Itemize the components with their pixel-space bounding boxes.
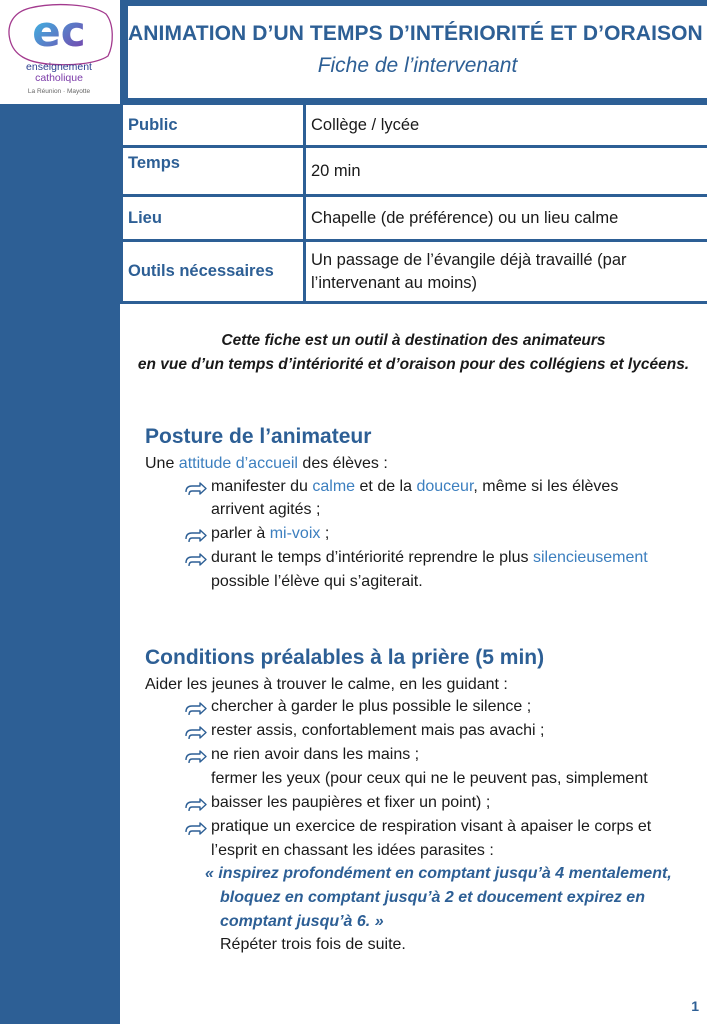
logo-mark: ec bbox=[32, 7, 86, 56]
row-label-outils: Outils nécessaires bbox=[122, 241, 305, 303]
row-value-outils-line-2: l’intervenant au moins) bbox=[311, 273, 477, 292]
arrow-right-icon bbox=[184, 797, 208, 813]
arrow-right-icon bbox=[184, 749, 208, 765]
conditions-item-3: ne rien avoir dans les mains ; bbox=[211, 746, 420, 763]
header-box bbox=[128, 6, 707, 98]
table-row bbox=[122, 147, 707, 196]
arrow-right-icon bbox=[184, 481, 208, 497]
posture-item-1-line-2: arrivent agités ; bbox=[211, 501, 321, 518]
conditions-item-5: pratique un exercice de respiration visant à apaiser le corps et bbox=[211, 818, 652, 835]
row-value-lieu: Chapelle (de préférence) ou un lieu calme bbox=[305, 196, 707, 241]
repeat-instruction: Répéter trois fois de suite. bbox=[220, 936, 406, 953]
highlight-text: attitude d’accueil bbox=[178, 455, 298, 472]
row-label-temps: Temps bbox=[122, 147, 305, 196]
info-table bbox=[120, 102, 707, 304]
arrow-right-icon bbox=[184, 821, 208, 837]
page-number: 1 bbox=[691, 998, 699, 1014]
row-value-public: Collège / lycée bbox=[305, 104, 707, 147]
logo-emblem bbox=[0, 0, 120, 104]
conditions-item-1: chercher à garder le plus possible le silence ; bbox=[211, 698, 532, 715]
row-value-outils bbox=[305, 241, 707, 303]
row-label-lieu: Lieu bbox=[122, 196, 305, 241]
posture-item-1: manifester du calme et de la douceur, même si les élèves bbox=[211, 478, 619, 495]
posture-item-3: durant le temps d’intériorité reprendre le plus silencieusement bbox=[211, 549, 648, 566]
breathing-quote-line-1: « inspirez profondément en comptant jusqu’à 4 mentalement, bbox=[205, 865, 672, 882]
posture-heading: Posture de l’animateur bbox=[145, 425, 372, 448]
logo-line-3: La Réunion · Mayotte bbox=[27, 88, 91, 95]
conditions-item-4-line-2: baisser les paupières et fixer un point) ; bbox=[211, 794, 491, 811]
arrow-right-icon bbox=[184, 725, 208, 741]
left-sidebar-band bbox=[0, 104, 120, 1024]
intro-line-1: Cette fiche est un outil à destination des animateurs bbox=[221, 332, 606, 349]
conditions-item-4: fermer les yeux (pour ceux qui ne le peuvent pas, simplement bbox=[211, 770, 648, 787]
conditions-lead: Aider les jeunes à trouver le calme, en les guidant : bbox=[145, 676, 508, 693]
arrow-right-icon bbox=[184, 701, 208, 717]
row-value-outils-line-1: Un passage de l’évangile déjà travaillé (par bbox=[311, 250, 627, 269]
logo-line-1: enseignement bbox=[26, 61, 92, 73]
conditions-heading: Conditions préalables à la prière (5 min) bbox=[145, 646, 545, 669]
breathing-quote-line-2: bloquez en comptant jusqu’à 2 et doucement expirez en bbox=[220, 889, 645, 906]
page-subtitle: Fiche de l’intervenant bbox=[317, 54, 518, 77]
posture-lead: Une attitude d’accueil des élèves : bbox=[145, 455, 388, 472]
logo-line-2: catholique bbox=[35, 72, 83, 84]
arrow-right-icon bbox=[184, 552, 208, 568]
conditions-item-2: rester assis, confortablement mais pas avachi ; bbox=[211, 722, 545, 739]
intro-line-2: en vue d’un temps d’intériorité et d’oraison pour des collégiens et lycéens. bbox=[137, 356, 690, 373]
arrow-right-icon bbox=[184, 528, 208, 544]
posture-item-3-line-2: possible l’élève qui s’agiterait. bbox=[211, 573, 423, 590]
breathing-quote-line-3: comptant jusqu’à 6. » bbox=[220, 913, 384, 930]
table-row bbox=[122, 104, 707, 147]
logo bbox=[0, 0, 120, 104]
posture-item-2: parler à mi-voix ; bbox=[211, 525, 330, 542]
table-row bbox=[122, 241, 707, 303]
row-value-temps: 20 min bbox=[305, 147, 707, 196]
row-label-public: Public bbox=[122, 104, 305, 147]
conditions-item-5-line-2: l’esprit en chassant les idées parasites : bbox=[211, 842, 494, 859]
page-title: ANIMATION D’UN TEMPS D’INTÉRIORITÉ ET D’ORAISON bbox=[128, 22, 703, 45]
table-row bbox=[122, 196, 707, 241]
